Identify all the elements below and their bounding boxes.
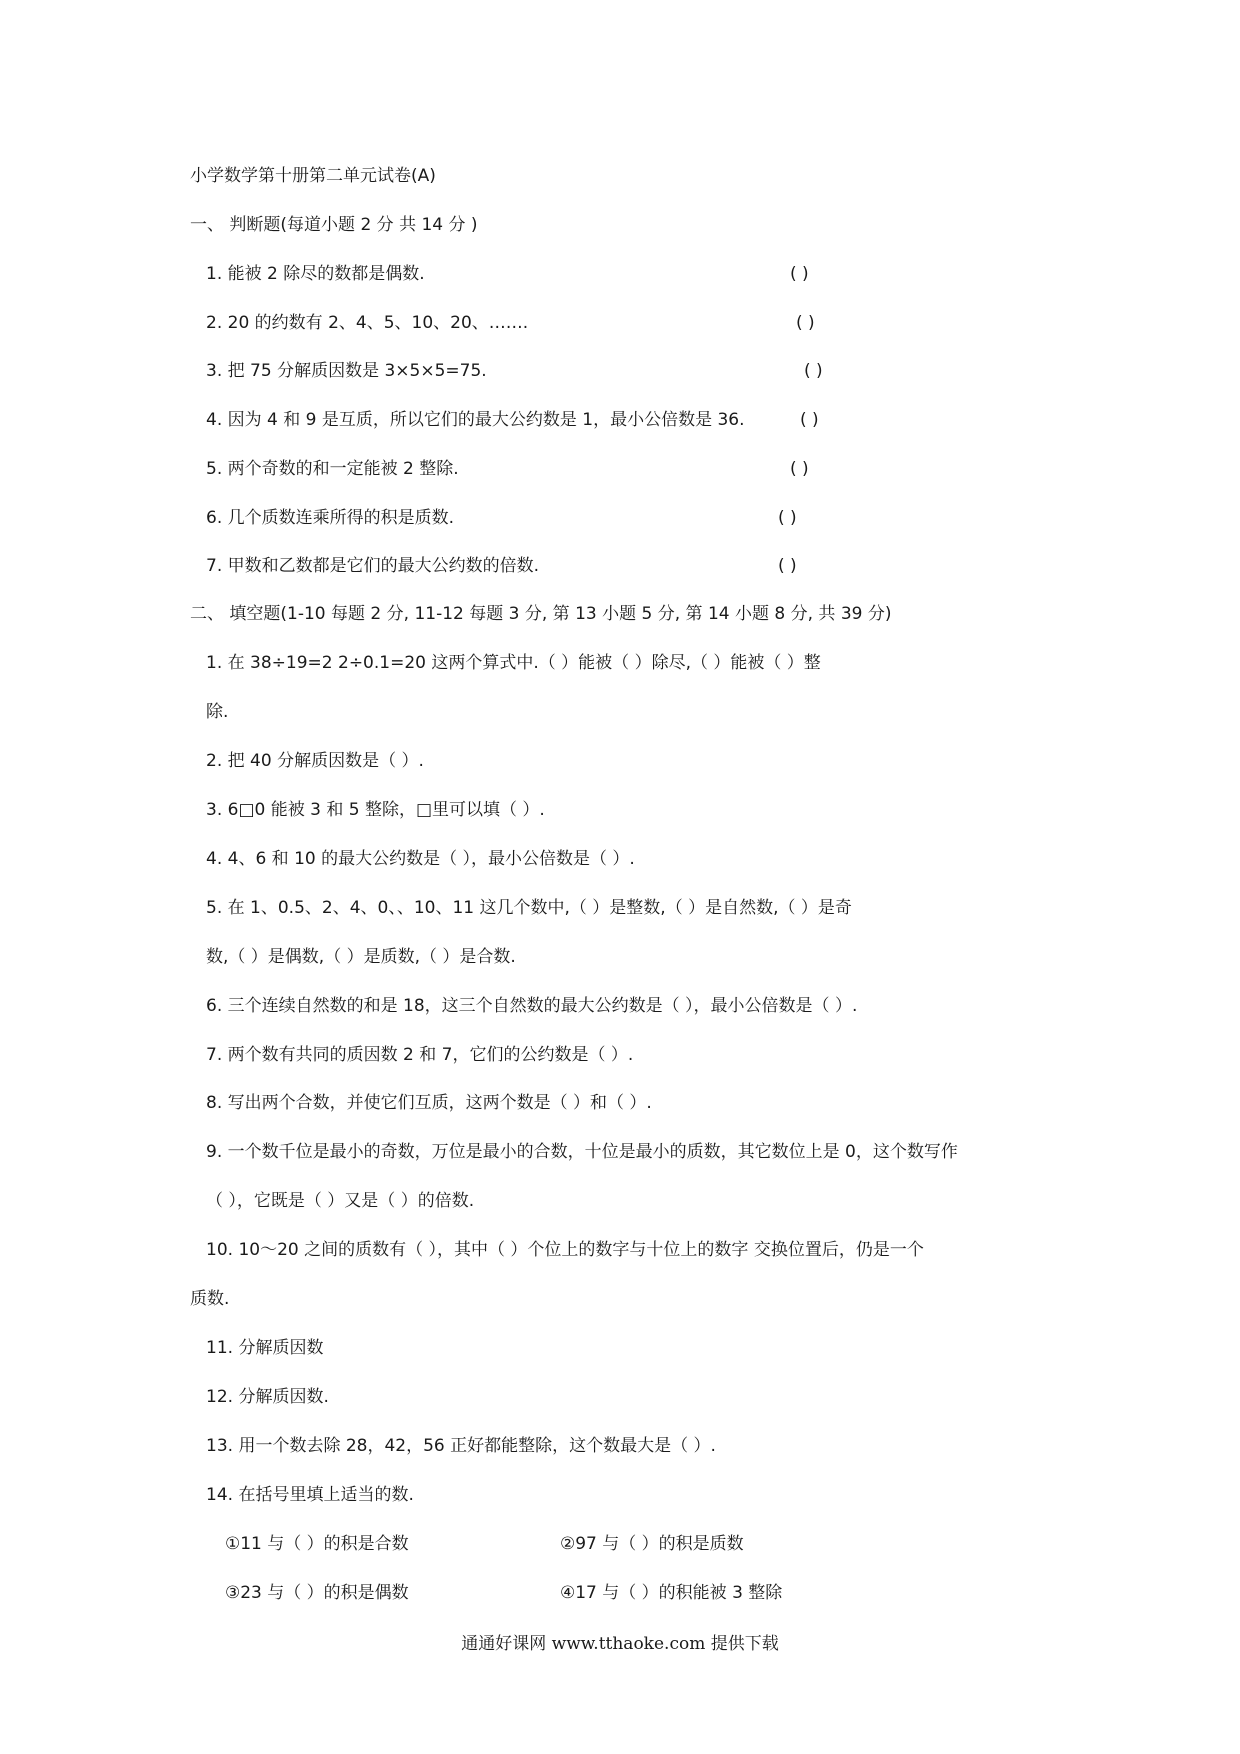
fill-item-2: 2. 把 40 分解质因数是（ ）. [206,751,424,771]
fill-item-10-continued: 质数. [190,1289,230,1309]
fill-item-6: 6. 三个连续自然数的和是 18，这三个自然数的最大公约数是（ ），最小公倍数是（ ）. [206,996,858,1016]
answer-paren-4: ( ) [800,410,819,430]
sub-item-3: ③23 与（ ）的积是偶数 [225,1583,409,1603]
answer-paren-1: ( ) [790,264,809,284]
page-footer: 通通好课网 www.tthaoke.com 提供下载 [461,1634,779,1654]
fill-item-8: 8. 写出两个合数，并使它们互质，这两个数是（ ）和（ ）. [206,1093,652,1113]
section-1-heading: 一、 判断题(每道小题 2 分 共 14 分 ) [190,215,478,235]
fill-item-5-continued: 数,（ ）是偶数,（ ）是质数,（ ）是合数. [206,947,516,967]
fill-item-1: 1. 在 38÷19=2 2÷0.1=20 这两个算式中.（ ）能被（ ）除尽,（ ）能被（ ）整 [206,653,821,673]
judgement-item-6: 6. 几个质数连乘所得的积是质数. [206,508,455,528]
fill-item-10: 10. 10～20 之间的质数有（ ），其中（ ）个位上的数字与十位上的数字 交换位置后，仍是一个 [206,1240,924,1260]
answer-paren-2: ( ) [796,313,815,333]
sub-item-1: ①11 与（ ）的积是合数 [225,1534,409,1554]
document-title: 小学数学第十册第二单元试卷(A) [190,166,436,186]
answer-paren-3: ( ) [804,361,823,381]
section-2-heading: 二、 填空题(1-10 每题 2 分, 11-12 每题 3 分, 第 13 小题 5 分, 第 14 小题 8 分, 共 39 分) [190,604,892,624]
judgement-item-1: 1. 能被 2 除尽的数都是偶数. [206,264,425,284]
judgement-item-3: 3. 把 75 分解质因数是 3×5×5=75. [206,361,487,381]
answer-paren-5: ( ) [790,459,809,479]
answer-paren-7: ( ) [778,556,797,576]
fill-item-14: 14. 在括号里填上适当的数. [206,1485,414,1505]
fill-item-9: 9. 一个数千位是最小的奇数，万位是最小的合数，十位是最小的质数，其它数位上是 0，这个数写作 [206,1142,958,1162]
sub-item-2: ②97 与（ ）的积是质数 [560,1534,744,1554]
fill-item-5: 5. 在 1、0.5、2、4、0、、10、11 这几个数中,（ ）是整数,（ ）是自然数,（ ）是奇 [206,898,852,918]
fill-item-1-continued: 除. [206,702,229,722]
judgement-item-2: 2. 20 的约数有 2、4、5、10、20、……. [206,313,529,333]
fill-item-7: 7. 两个数有共同的质因数 2 和 7，它们的公约数是（ ）. [206,1045,634,1065]
answer-paren-6: ( ) [778,508,797,528]
fill-item-3: 3. 6□0 能被 3 和 5 整除，□里可以填（ ）. [206,800,545,820]
judgement-item-4: 4. 因为 4 和 9 是互质，所以它们的最大公约数是 1，最小公倍数是 36. [206,410,745,430]
fill-item-11: 11. 分解质因数 [206,1338,324,1358]
judgement-item-7: 7. 甲数和乙数都是它们的最大公约数的倍数. [206,556,540,576]
fill-item-12: 12. 分解质因数. [206,1387,329,1407]
fill-item-9-continued: （ ），它既是（ ）又是（ ）的倍数. [206,1191,475,1211]
judgement-item-5: 5. 两个奇数的和一定能被 2 整除. [206,459,459,479]
sub-item-4: ④17 与（ ）的积能被 3 整除 [560,1583,783,1603]
fill-item-4: 4. 4、6 和 10 的最大公约数是（ ），最小公倍数是（ ）. [206,849,635,869]
fill-item-13: 13. 用一个数去除 28，42，56 正好都能整除，这个数最大是（ ）. [206,1436,716,1456]
